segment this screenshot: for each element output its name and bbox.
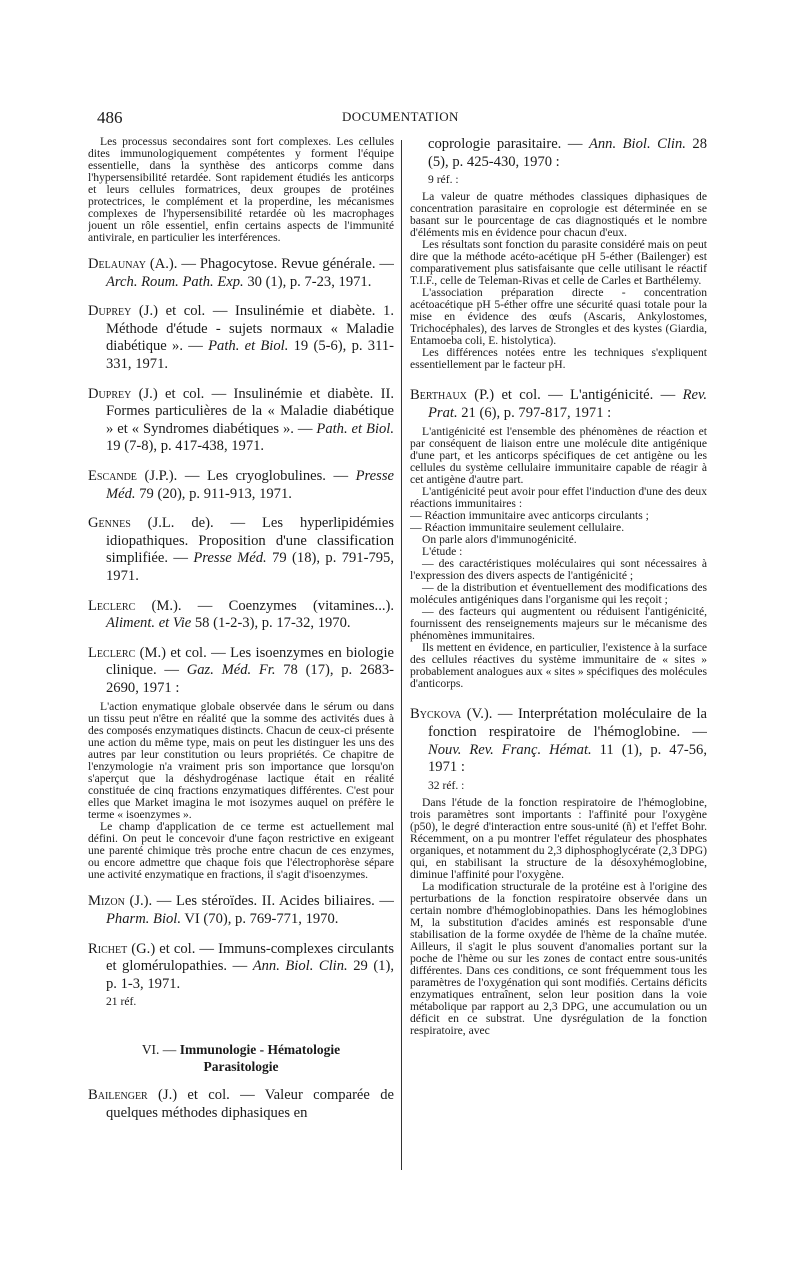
intro-abstract: Les processus secondaires sont fort complexes. Les cellules dites immunologiquement compétentes y forment l'équipe essentielle, dans la synthèse des anticorps comme dans l'hypersensibilité retardée. Sont rapidement étudiés les anticorps et leurs cellules formatrices, deux groupes de protéines protectrices, le complément et la properdine, les mécanismes complexes de l'hypersensibilité retardée où les macrophages jouent un rôle essentiel, enfin certains aspects de l'immunité antivirale, en particulier les interférences. [88,136,394,244]
ref-journal: Ann. Biol. Clin. [588,136,686,152]
section-title-line-2: Parasitologie [203,1059,279,1075]
ref-citation: 58 (1-2-3), p. 17-32, 1970. [191,615,351,632]
abstract-list-item: — de la distribution et éventuellement des modifications des molécules antigéniques dans l'organisme qui les reçoit ; [410,581,707,607]
abstract-paragraph: L'antigénicité est l'ensemble des phénomènes de réaction et par conséquent de liaison entre une molécule dite antigénique d'une part, et les anticorps spécifiques de cet antigène ou les cellules du système cellulaire immunitaire capable de réagir à cet antigène d'autre part. [410,425,707,487]
reference-gennes [88,515,394,585]
ref-author: Leclerc [88,597,136,614]
ref-title: (M.) et col. — Les isoenzymes en biologie clinique. — [106,644,394,679]
abstract-paragraph: On parle alors d'immunogénicité. [422,533,577,547]
reference-leclerc-1 [88,598,394,633]
ref-title: (J.L. de). — Les hyperlipidémies idiopathiques. Proposition d'une classification simplifiée. — [106,515,394,567]
ref-citation: 21 (6), p. 797-817, 1971 : [457,404,612,421]
ref-author: Delaunay [88,256,146,272]
abstract-paragraph: La valeur de quatre méthodes classiques diphasiques de concentration parasitaire en coprologie est déterminée en se basant sur le pourcentage de cas diagnostiqués et le nombre d'éléments mis en évidence pour chacun d'eux. [410,190,707,240]
ref-title: (J.) et col. — Insulinémie et diabète. II. Formes particulières de la « Maladie diabétique » et « Syndromes diabétiques ». — [106,385,394,437]
ref-citation: 19 (5-6), p. 311-331, 1971. [106,338,394,372]
reference-duprey-1 [88,303,394,373]
column-divider [401,140,402,1170]
ref-title: (A.). — Phagocytose. Revue générale. — [145,256,394,272]
left-column [88,136,394,1123]
section-heading [88,1041,394,1075]
abstract-paragraph: L'antigénicité peut avoir pour effet l'induction d'une des deux réactions immunitaires : [410,485,707,511]
abstract-paragraph: L'action enymatique globale observée dans le sérum ou dans un tissu peut n'être en réalité que la somme des activités dues à des composés enzymatiques distincts. Chacun de ceux-ci présente une action du même type, mais on peut les distinguer les uns des autres par leur constitution ou leurs propriétés. Ce chapitre de l'enzymologie n'a vraiment pris son importance que lorsqu'on s'aperçut que la déshydrogénase lactique était en réalité constituée de cinq fractions enzymatiques différentes. C'est pour elles que Market imagina le mot isozymes auquel on préfère le terme « isoenzymes ». [88,700,394,822]
reference-count: 9 réf. : [428,173,459,187]
abstract-paragraph: L'étude : [422,545,463,559]
reference-escande [88,468,394,503]
ref-citation: VI (70), p. 769-771, 1970. [181,911,339,928]
ref-citation: 19 (7-8), p. 417-438, 1971. [106,438,265,455]
ref-author: Duprey [88,303,132,320]
section-number: VI. — [141,1042,180,1058]
ref-journal: Nouv. Rev. Franç. Hémat. [428,741,592,758]
ref-title: (J.) et col. — Valeur comparée de quelques méthodes diphasiques en [106,1087,394,1122]
ref-citation: 79 (20), p. 911-913, 1971. [135,485,292,502]
ref-journal: Pharm. Biol. [106,911,181,928]
reference-mizon [88,893,394,928]
ref-author: Escande [88,467,137,484]
abstract-paragraph: Les résultats sont fonction du parasite considéré mais on peut dire que la méthode acéto-acétique pH 5-éther (Bailenger) est comparativement plus satisfaisante que celle utilisant le réactif T.I.F., celle de Teleman-Rivas et celle de Carles et Barthélemy. [410,238,707,288]
ref-author: Duprey [88,385,132,402]
ref-journal: Gaz. Méd. Fr. [186,662,276,679]
ref-citation: 28 (5), p. 425-430, 1970 : [428,136,707,170]
ref-journal: Aliment. et Vie [106,615,192,632]
abstract-list-item: — Réaction immunitaire avec anticorps circulants ; [410,509,649,523]
ref-title: (P.) et col. — L'antigénicité. — [466,387,683,404]
ref-author: Leclerc [88,644,136,661]
reference-byckova [410,706,707,1036]
reference-bailenger-continued [410,136,707,371]
ref-title: (J.). — Les stéroïdes. II. Acides biliaires. — [124,893,394,910]
ref-citation: 11 (1), p. 47-56, 1971 : [428,741,707,776]
reference-bailenger [88,1087,394,1122]
section-title-line-1: Immunologie - Hématologie [179,1042,341,1058]
ref-author: Berthaux [410,387,467,404]
ref-citation: 79 (18), p. 791-795, 1971. [106,550,394,584]
ref-author: Byckova [410,706,462,723]
reference-count: 21 réf. [106,995,137,1009]
ref-title: (M.). — Coenzymes (vitamines...). [135,597,394,614]
ref-author: Richet [88,940,128,957]
ref-journal: Path. et Biol. [316,420,394,437]
ref-journal: Presse Méd. [193,550,267,567]
ref-journal: Arch. Roum. Path. Exp. [106,273,244,290]
reference-duprey-2 [88,386,394,456]
reference-delaunay [88,256,394,291]
bailenger-abstract [410,191,707,371]
page-number: 486 [97,108,123,127]
ref-title: (G.) et col. — Immuns-complexes circulants et glomérulopathies. — [106,940,394,975]
ref-author: Mizon [88,893,125,910]
ref-title: (J.P.). — Les cryoglobulines. — [136,467,356,484]
abstract-paragraph: Les différences notées entre les techniques s'expliquent essentiellement par le facteur pH. [410,346,707,372]
ref-citation: 78 (17), p. 2683-2690, 1971 : [106,662,394,696]
reference-richet [88,941,394,1010]
abstract-paragraph: Le champ d'application de ce terme est actuellement mal défini. On peut le concevoir d'une façon restrictive en exigeant une parenté chimique très proche entre chacun de ces enzymes, ou encore admettre que chaque fois que l'électrophorèse sépare une activité enzymatique en fractions, il s'agit d'isoenzymes. [88,820,394,882]
ref-author: Gennes [88,515,131,532]
reference-berthaux [410,387,707,690]
right-column [410,136,707,1037]
reference-leclerc-2 [88,645,394,882]
leclerc-abstract [88,701,394,881]
abstract-paragraph: Dans l'étude de la fonction respiratoire de l'hémoglobine, trois paramètres sont importants : l'affinité pour l'oxygène (p50), le degré d'interaction entre sous-unité (ñ) et l'effet Bohr. Récemment, on a pu montrer l'effet régulateur des phosphates organiques, et notamment du 2,3 diphosphoglycérate (2,3 DPG) qui, en stabilisant la structure de la désoxyhémoglobine, diminue l'affinité pour l'oxygène. [410,795,707,881]
ref-citation: 30 (1), p. 7-23, 1971. [243,273,372,290]
ref-title: coprologie parasitaire. — [428,136,589,152]
abstract-paragraph: Ils mettent en évidence, en particulier, l'existence à la surface des cellules réactives du système immunitaire de « sites » probablement analogues aux « sites » spécifiques des molécules d'anticorps. [410,641,707,691]
ref-journal: Presse Méd. [106,467,394,502]
running-title: DOCUMENTATION [342,109,459,124]
abstract-list-item: — Réaction immunitaire seulement cellulaire. [410,521,625,535]
ref-title: (V.). — Interprétation moléculaire de la fonction respiratoire de l'hémoglobine. — [428,706,707,740]
page-header [97,108,707,126]
reference-count: 32 réf. : [428,778,465,792]
abstract-paragraph: La modification structurale de la protéine est à l'origine des perturbations de la fonction respiratoire observée dans un certain nombre d'hémoglobinopathies. Dans les hémoglobines M, la substitution d'acides aminés est responsable d'une stabilisation de la forme oxydée de l'hème de la chaîne mutée. Ailleurs, il s'agit le plus souvent d'anomalies portant sur la poche de l'hème ou sur les zones de contact entre sous-unités différentes. Dans ces conditions, ce sont fréquemment tous les paramètres de l'oxygénation qui sont modifiés. Certains déficits enzymatiques entraînent, selon leur position dans la voie métabolique par rapport au 2,3 DPG, une accumulation ou un déficit en ce substrat. Une dysrégulation de la fonction respiratoire, avec [410,879,707,1037]
ref-journal: Rev. Prat. [428,387,707,421]
ref-journal: Path. et Biol. [208,338,289,355]
ref-title: (J.) et col. — Insulinémie et diabète. 1. Méthode d'étude - sujets normaux « Maladie diabétique ». — [106,303,394,355]
ref-citation: 29 (1), p. 1-3, 1971. [106,958,394,992]
abstract-list-item: — des caractéristiques moléculaires qui sont nécessaires à l'expression des divers aspects de l'antigénicité ; [410,557,707,583]
byckova-abstract [410,797,707,1037]
abstract-list-item: — des facteurs qui augmentent ou réduisent l'antigénicité, fournissent des renseignements majeurs sur le mécanisme des phénomènes immunitaires. [410,605,707,643]
abstract-paragraph: L'association préparation directe - concentration acétoacétique pH 5-éther offre une sécurité quasi totale pour la mise en évidence des œufs (Ascaris, Ankylostomes, Trichocéphales), des larves de Strongles et des kystes (Giardia, Entamoeba coli, E. histolytica). [410,286,707,348]
ref-journal: Ann. Biol. Clin. [252,958,348,975]
berthaux-abstract [410,426,707,690]
ref-author: Bailenger [88,1087,148,1104]
